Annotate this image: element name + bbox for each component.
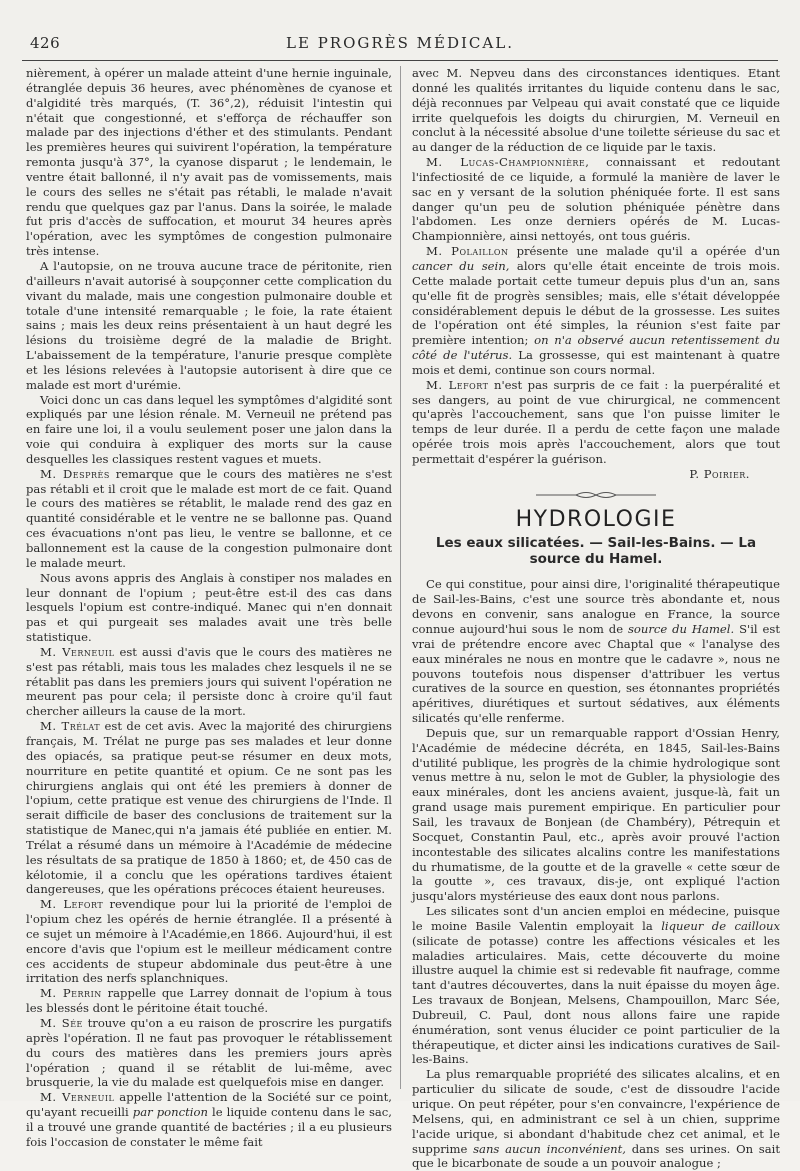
paragraph — [26, 719, 392, 897]
speaker-name: M. Sée — [40, 1016, 83, 1030]
author-signature: P. Poirier. — [689, 466, 750, 481]
speaker-name: M. Trélat — [40, 719, 101, 734]
paragraph — [412, 904, 780, 1067]
paragraph-text: appelle l'attention de la Société sur ce point, qu'ayant recueilli — [26, 1090, 392, 1120]
paragraph: Depuis que, sur un remarquable rapport d'Ossian Henry, l'Académie de médecine décréta, en 1845, Sail-les-Bains d'utilité publique, les progrès de la chimie hydrologique sont venus mettre à nu, selon le mot de Gubler, la physiologie des eaux minérales, dont les anciens avaient, jusque-là, fait un grand usage mais purement empirique. En particulier pour Sail, les travaux de Bonjean (de Chambéry), Pétrequin et Socquet, Constantin Paul, etc., après avoir prouvé l'action incontestable des silicates alcalins contre les manifestations du rhumatisme, de la goutte et de la gravelle « cette sœur de la goutte », ces travaux, dis-je, ont expliqué l'action jusqu'alors mystérieuse des eaux dont nous parlons. — [412, 725, 780, 904]
speaker-name: M. Lefort — [40, 897, 104, 912]
paragraph-text: (silicate de potasse) contre les affections vésicales et les maladies articulaires. Mais, cette découverte du moine illustre auquel la chimie est si redevable fit naufrage, comme tant d'autres découvertes, dans la nuit épaisse du moyen âge. Les travaux de Bonjean, Melsens, Champouillon, Marc Sée, Dubreuil, C. Paul, dont nous allons faire une rapide énumération, sont venus élucider ce point particulier de la thérapeutique, et dicter ainsi les indications curatives de Sail-les-Bains. — [412, 933, 780, 1067]
italic-text: on n'a observé aucun retentissement du côté de l'utérus. — [412, 333, 780, 363]
section-heading: HYDROLOGIE — [515, 506, 677, 532]
signature-line — [412, 467, 780, 482]
paragraph — [26, 645, 392, 719]
italic-text: sans aucun inconvénient, — [473, 1141, 626, 1156]
italic-text: source du Hamel. — [627, 622, 735, 636]
header-rule — [22, 60, 778, 61]
right-column — [412, 66, 781, 1171]
paragraph — [412, 577, 780, 725]
paragraph-text: est aussi d'avis que le cours des matières ne s'est pas rétabli, mais tous les malades chez lesquels il ne se rétablit pas dans les premiers jours qui suivent l'opération ne meurent pas pour cela; il persiste donc à croire qu'il faut chercher ailleurs la cause de la mort. — [26, 644, 392, 719]
column-divider — [400, 66, 401, 1089]
speaker-name: M. Polaillon — [426, 244, 509, 259]
paragraph-text: revendique pour lui la priorité de l'emploi de l'opium chez les opérés de hernie étranglée. Il a présenté à ce sujet un mémoire à l'Académie,en 1866. Aujourd'hui, il est encore d'avis que l'opium est le meilleur médicament contre ces accidents de stupeur abdominale dus peut-être à une irritation des nerfs splanchniques. — [26, 897, 392, 986]
italic-text: liqueur de cailloux — [661, 918, 780, 933]
paragraph-text: S'il est vrai de prétendre encore avec Chaptal que « l'analyse des eaux minérales ne nous en montre que le cadavre », nous ne pouvons toutefois nous dispenser d'attribuer les vertus curatives de la source en question, ses étonnantes propriétés apéritives, diurétiques et surtout sédatives, aux éléments silicatés qu'elle renferme. — [412, 622, 781, 726]
italic-text: cancer du sein, — [412, 258, 510, 273]
paragraph: avec M. Nepveu dans des circonstances identiques. Etant donné les qualités irritantes du liquide contenu dans le sac, déjà reconnues par Velpeau qui avait constaté que ce liquide irrite quelquefois les doigts du chirurgien, M. Verneuil en conclut à la nécessité absolue d'une toilette sérieuse du sac et au danger de la réduction de ce liquide par le taxis. — [412, 66, 780, 155]
speaker-name: M. Desprès — [40, 466, 110, 481]
paragraph-text: alors qu'elle était enceinte de trois mois. Cette malade portait cette tumeur depuis plus d'un an, sans qu'elle fit de progrès sensibles; mais, elle s'était développée considérablement depuis le début de la grossesse. Les suites de l'opération ont été simples, la réunion s'est faite par première intention; — [412, 258, 781, 348]
article-title: Les eaux silicatées. — Sail-les-Bains. — La source du Hamel. — [435, 535, 757, 568]
paragraph-text: Ce qui constitue, pour ainsi dire, l'originalité thérapeutique de Sail-les-Bains, c'est une source très abondante et, nous devons en convenir, sans analogue en France, la source connue aujourd'hui sous le nom de — [412, 577, 780, 636]
page-header — [22, 34, 778, 56]
paragraph-text: le liquide contenu dans le sac, il a trouvé une grande quantité de bactéries ; il a eu plusieurs fois l'occasion de constater le même fait — [26, 1105, 392, 1149]
paragraph — [26, 467, 392, 571]
paragraph-text: présente une malade qu'il a opérée d'un — [508, 244, 780, 259]
paragraph-text: trouve qu'on a eu raison de proscrire les purgatifs après l'opération. Il ne faut pas provoquer le rétablissement du cours des matières dans les premiers jours après l'opération ; quand il se rétablit de lui-même, avec brusquerie, la vie du malade est quelquefois mise en danger. — [26, 1016, 392, 1090]
paragraph-text: , connaissant et redoutant l'infectiosité de ce liquide, a formulé la manière de laver le sac en y versant de la solution phéniquée forte. Il est sans danger qu'un peu de solution phéniquée pénètre dans l'abdomen. Les onze derniers opérés de M. Lucas-Championnière, ainsi nettoyés, ont tous guéris. — [412, 155, 780, 244]
paragraph-text: dans ses urines. On sait que le bicarbonate de soude a un pouvoir analogue ; — [412, 1141, 780, 1171]
speaker-name: M. Verneuil — [40, 644, 115, 659]
speaker-name: M. Perrin — [40, 986, 102, 1001]
right-column-article-body — [412, 577, 780, 1171]
paragraph: nièrement, à opérer un malade atteint d'une hernie inguinale, étranglée depuis 36 heures, avec phénomènes de cyanose et d'algidité très marqués, (T. 36°,2), réduisit l'intestin qui n'était que congestionné, et s'efforça de réchauffer son malade par des injections d'éther et des stimulants. Pendant les premières heures qui suivirent l'opération, la température remonta jusqu'à 37°, la cyanose disparut ; le lendemain, le ventre était ballonné, il n'y avait pas de vomissements, mais le cours des selles ne s'était pas rétabli, le malade n'avait rendu que quelques gaz par l'anus. Dans la soirée, le malade fut pris d'accès de suffocation, et mourut 34 heures après l'opération, avec les symptômes de congestion pulmonaire très intense. — [26, 66, 392, 259]
left-column — [26, 66, 393, 1149]
section-separator-ornament — [412, 485, 780, 505]
paragraph — [26, 1016, 392, 1090]
paragraph — [26, 897, 392, 986]
right-column-proceedings — [412, 66, 780, 467]
paragraph — [26, 1090, 392, 1149]
paragraph — [26, 986, 392, 1016]
paragraph — [412, 155, 780, 244]
paragraph — [412, 378, 780, 467]
paragraph-text: Les silicates sont d'un ancien emploi en médecine, puisque le moine Basile Valentin employait la — [412, 904, 780, 933]
paragraph — [412, 244, 780, 378]
paragraph-text: La grossesse, qui est maintenant à quatre mois et demi, continue son cours normal. — [412, 348, 780, 377]
paragraph-text: remarque que le cours des matières ne s'est pas rétabli et il croit que le malade est mort de ce fait. Quand le cours des matières se rétablit, le malade rend des gaz en quantité considérable et le ventre ne se ballonne pas. Quand ces évacuations n'ont pas lieu, le ventre se ballonne, et ce ballonnement est la cause de la congestion pulmonaire dont le malade meurt. — [26, 466, 392, 570]
speaker-name: M. Lucas-Championnière — [426, 155, 586, 170]
paragraph: Nous avons appris des Anglais à constiper nos malades en leur donnant de l'opium ; peut-être est-il des cas dans lesquels l'opium est contre-indiqué. Manec qui n'en donnait pas et qui purgeait ses malades avait une très belle statistique. — [26, 570, 392, 645]
paragraph: A l'autopsie, on ne trouva aucune trace de péritonite, rien d'ailleurs n'avait autorisé à soupçonner cette complication du vivant du malade, mais une congestion pulmonaire double et totale d'une intensité remarquable ; le foie, la rate étaient sains ; mais les deux reins présentaient à un haut degré les lésions du troisième degré de la maladie de Bright. L'abaissement de la température, l'anurie presque complète et les lésions relevées à l'autopsie autorisent à dire que ce malade est mort d'urémie. — [26, 258, 392, 392]
paragraph-text: rappelle que Larrey donnait de l'opium à tous les blessés dont le péritoine était touché. — [26, 986, 392, 1016]
running-head: LE PROGRÈS MÉDICAL. — [286, 34, 514, 52]
page-number: 426 — [30, 34, 61, 52]
paragraph — [412, 1067, 780, 1171]
italic-text: par ponction — [132, 1105, 208, 1120]
speaker-name: M. Lefort — [426, 377, 489, 392]
paragraph-text: est de cet avis. Avec la majorité des chirurgiens français, M. Trélat ne purge pas ses malades et leur donne des opiacés, sa pratique peut-se résumer en deux mots, nourriture en petite quantité et opium. Ce ne sont pas les chirurgiens anglais qui ont été les premiers à donner de l'opium, cette pratique est venue des chirurgiens de l'Inde. Il serait difficile de baser des conclusions de traitement sur la statistique de Manec,qui n'a jamais été publiée en entier. M. Trélat a résumé dans un mémoire à l'Académie de médecine les résultats de sa pratique de 1850 à 1860; et, de 450 cas de kélotomie, il a conclu que les opérations tardives étaient dangereuses, que les opérations précoces étaient heureuses. — [26, 719, 393, 897]
paragraph-text: La plus remarquable propriété des silicates alcalins, et en particulier du silicate de soude, c'est de dissoudre l'acide urique. On peut répéter, pour s'en convaincre, l'expérience de Melsens, qui, en administrant ce sel à un chien, supprime l'acide urique, si abondant d'habitude chez cet animal, et le supprime — [412, 1067, 780, 1156]
paragraph-text: n'est pas surpris de ce fait : la puerpéralité et ses dangers, au point de vue chirurgical, ne commencent qu'après l'accouchement, sans que l'on puisse limiter le temps de leur durée. Il a perdu de cette façon une malade opérée trois mois après l'accouchement, alors que tout permettait d'espérer la guérison. — [412, 377, 781, 466]
paragraph: Voici donc un cas dans lequel les symptômes d'algidité sont expliqués par une lésion rénale. M. Verneuil ne prétend pas en faire une loi, il a voulu seulement poser une jalon dans la voie qui conduira à expliquer des morts sur la cause desquelles les classiques restent vagues et muets. — [26, 392, 392, 466]
speaker-name: M. Verneuil — [40, 1090, 115, 1105]
